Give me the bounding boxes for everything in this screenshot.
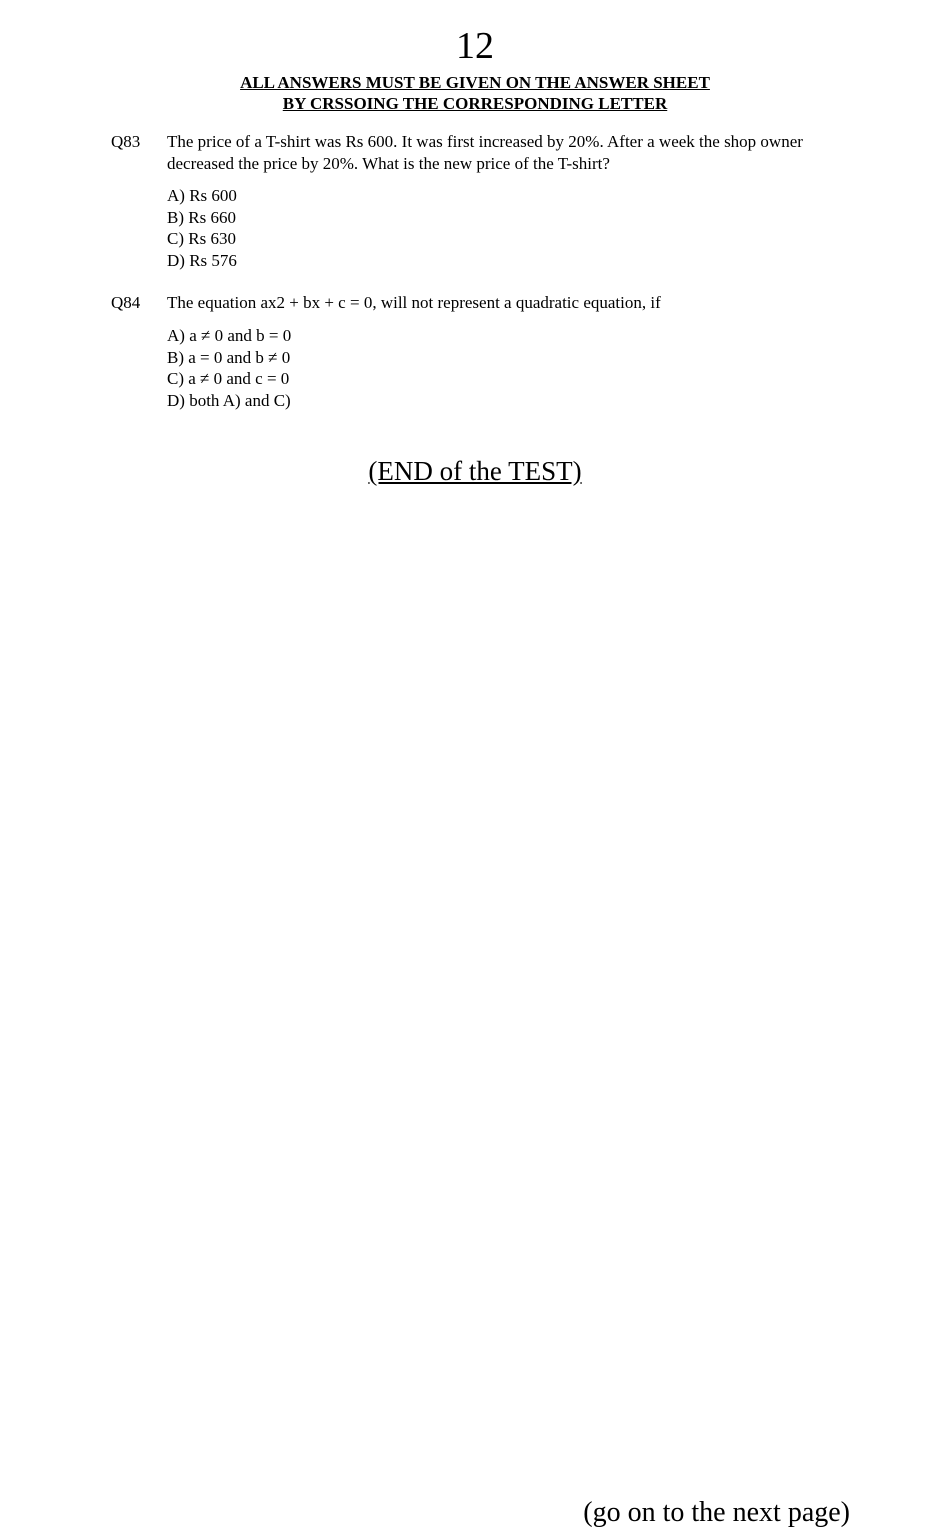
question-number: Q83 <box>111 132 141 151</box>
page-number: 12 <box>456 25 494 67</box>
answer-instructions <box>0 72 950 114</box>
option-b: B) Rs 660 <box>167 207 236 227</box>
next-page-note: (go on to the next page) <box>583 1497 850 1528</box>
end-of-test-label <box>0 455 950 487</box>
option-a: A) Rs 600 <box>167 186 237 205</box>
option-a: A) a ≠ 0 and b = 0 <box>167 326 292 345</box>
instructions-line-2: BY CRSSOING THE CORRESPONDING LETTER <box>282 94 668 113</box>
answer-options <box>167 325 291 411</box>
question-text: The price of a T-shirt was Rs 600. It was first increased by 20%. After a week the shop owner decreased the price by 20%. What is the new price of the T-shirt? <box>167 132 803 173</box>
option-d: D) both A) and C) <box>167 390 291 410</box>
answer-options <box>167 185 237 271</box>
question-number: Q84 <box>111 293 141 312</box>
option-d: D) Rs 576 <box>167 250 237 270</box>
instructions-line-1: ALL ANSWERS MUST BE GIVEN ON THE ANSWER SHEET <box>240 73 710 92</box>
option-c: C) Rs 630 <box>167 229 236 248</box>
option-b: B) a = 0 and b ≠ 0 <box>167 347 291 367</box>
option-c: C) a ≠ 0 and c = 0 <box>167 369 290 388</box>
question-text: The equation ax2 + bx + c = 0, will not represent a quadratic equation, if <box>167 293 661 312</box>
end-of-test-text: (END of the TEST) <box>368 456 582 486</box>
